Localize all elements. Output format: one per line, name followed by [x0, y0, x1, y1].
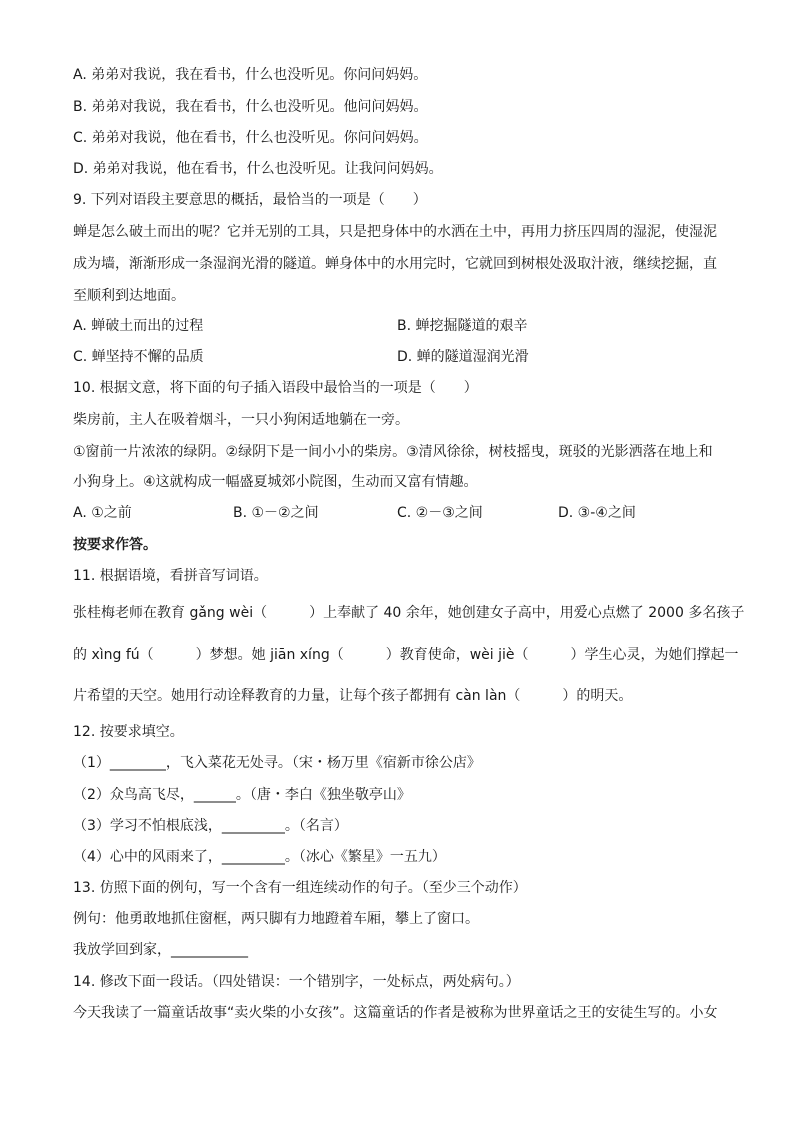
q10-option-a: A. ①之前	[73, 505, 132, 521]
q10-sentence: 柴房前，主人在吸着烟斗，一只小狗闲适地躺在一旁。	[73, 412, 409, 428]
q11-line-1: 张桂梅老师在教育 gǎng wèi（ ）上奉献了 40 余年，她创建女子高中，用爱心点燃了 2000 多名孩子	[73, 605, 745, 621]
q9-passage-line-1: 蝉是怎么破土而出的呢？它并无别的工具，只是把身体中的水洒在土中，再用力挤压四周的湿泥，使湿泥	[73, 224, 717, 240]
q12-stem: 12. 按要求填空。	[73, 724, 184, 740]
q9-option-d: D. 蝉的隧道湿润光滑	[397, 349, 529, 365]
q12-item-2: （2）众鸟高飞尽，______。（唐・李白《独坐敬亭山》	[73, 787, 411, 803]
q12-item-4: （4）心中的风雨来了，_________。（冰心《繁星》一五九）	[73, 849, 446, 865]
q14-passage: 今天我读了一篇童话故事“卖火柴的小女孩”。这篇童话的作者是被称为世界童话之王的安徒生写的。小女	[73, 1005, 718, 1021]
q13-prompt: 我放学回到家，___________	[73, 942, 248, 958]
q11-stem: 11. 根据语境，看拼音写词语。	[73, 568, 268, 584]
q10-passage-line-2: 小狗身上。④这就构成一幅盛夏城郊小院图，生动而又富有情趣。	[73, 474, 478, 490]
section-title: 按要求作答。	[73, 537, 157, 553]
q13-stem: 13. 仿照下面的例句，写一个含有一组连续动作的句子。（至少三个动作）	[73, 880, 527, 896]
q9-passage-line-2: 成为墙，渐渐形成一条湿润光滑的隧道。蝉身体中的水用完时，它就回到树根处汲取汁液，继续挖掘，直	[73, 256, 717, 272]
q9-stem: 9. 下列对语段主要意思的概括，最恰当的一项是（ ）	[73, 192, 427, 208]
q10-option-c: C. ②－③之间	[397, 505, 483, 521]
q10-stem: 10. 根据文意，将下面的句子插入语段中最恰当的一项是（ ）	[73, 380, 478, 396]
q8-option-c: C. 弟弟对我说，他在看书，什么也没听见。你问问妈妈。	[73, 130, 428, 146]
q9-option-c: C. 蝉坚持不懈的品质	[73, 349, 204, 365]
q11-line-2: 的 xìng fú（ ）梦想。她 jiān xíng（ ）教育使命，wèi jiè（ ）学生心灵，为她们撑起一	[73, 647, 739, 663]
q9-option-a: A. 蝉破土而出的过程	[73, 318, 204, 334]
q8-option-a: A. 弟弟对我说，我在看书，什么也没听见。你问问妈妈。	[73, 67, 428, 83]
q8-option-d: D. 弟弟对我说，他在看书，什么也没听见。让我问问妈妈。	[73, 161, 443, 177]
q11-line-3: 片希望的天空。她用行动诠释教育的力量，让每个孩子都拥有 càn làn（ ）的明天。	[73, 688, 633, 704]
q12-item-1: （1）________，飞入菜花无处寻。（宋・杨万里《宿新市徐公店》	[73, 755, 481, 771]
q9-option-b: B. 蝉挖掘隧道的艰辛	[397, 318, 528, 334]
q14-stem: 14. 修改下面一段话。（四处错误：一个错别字，一处标点，两处病句。）	[73, 974, 520, 990]
q8-option-b: B. 弟弟对我说，我在看书，什么也没听见。他问问妈妈。	[73, 99, 428, 115]
q13-example: 例句：他勇敢地抓住窗框，两只脚有力地蹬着车厢，攀上了窗口。	[73, 911, 479, 927]
q9-passage-line-3: 至顺利到达地面。	[73, 288, 185, 304]
q10-passage-line-1: ①窗前一片浓浓的绿阴。②绿阴下是一间小小的柴房。③清风徐徐，树枝摇曳，斑驳的光影洒落在地上和	[73, 444, 713, 460]
q10-option-b: B. ①－②之间	[233, 505, 319, 521]
q12-item-3: （3）学习不怕根底浅，_________。（名言）	[73, 818, 348, 834]
q10-option-d: D. ③-④之间	[558, 505, 636, 521]
